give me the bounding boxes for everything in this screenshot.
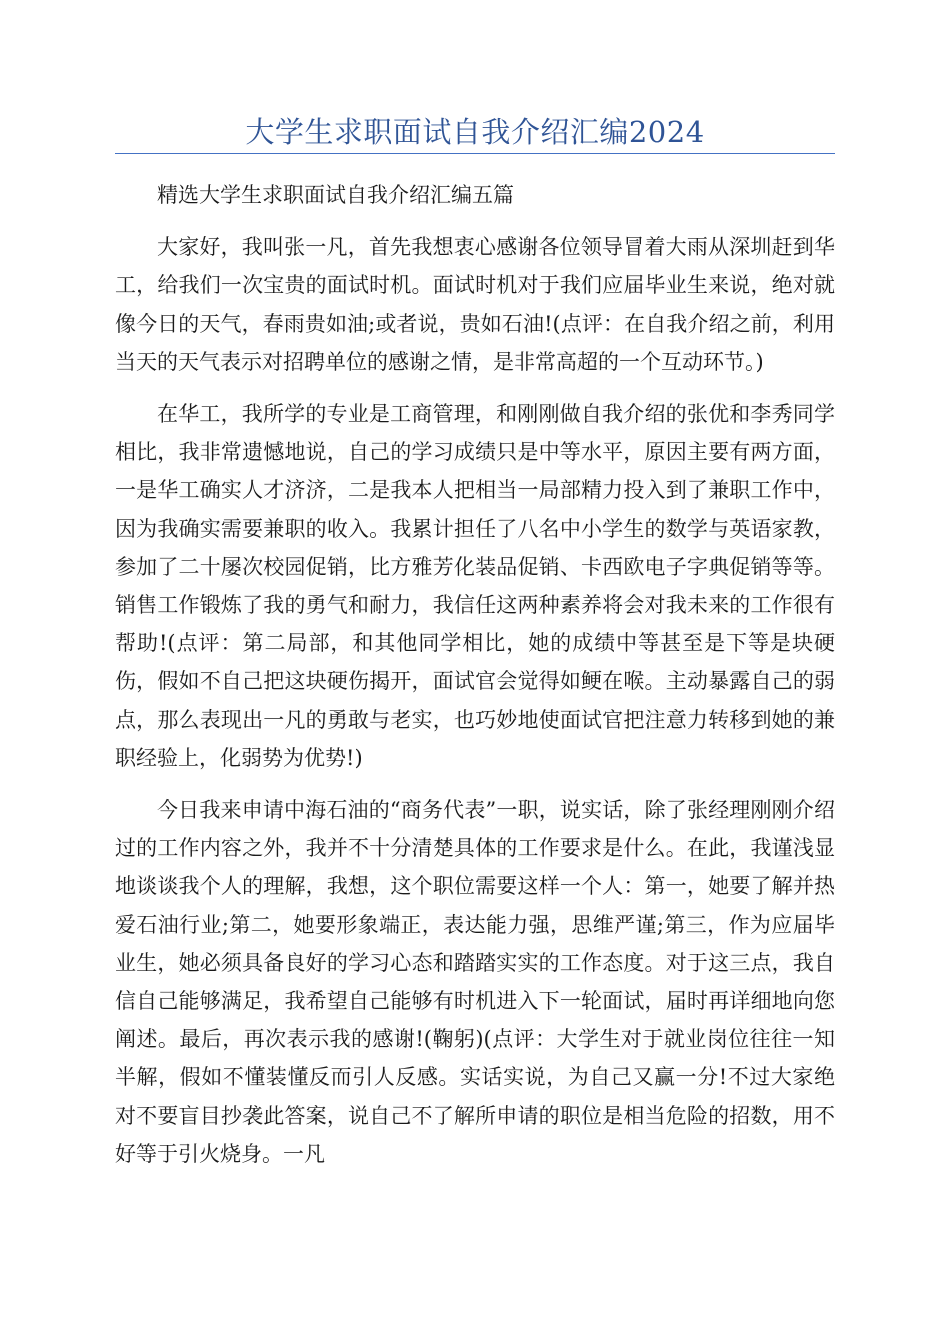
body-paragraph: 在华工，我所学的专业是工商管理，和刚刚做自我介绍的张优和李秀同学相比，我非常遗憾地说，自己的学习成绩只是中等水平，原因主要有两方面，一是华工确实人才济济，二是我本人把相当一局部精力投入到了兼职工作中，因为我确实需要兼职的收入。我累计担任了八名中小学生的数学与英语家教，参加了二十屡次校园促销，比方雅芳化装品促销、卡西欧电子字典促销等等。销售工作锻炼了我的勇气和耐力，我信任这两种素养将会对我未来的工作很有帮助!(点评：第二局部，和其他同学相比，她的成绩中等甚至是下等是块硬伤，假如不自己把这块硬伤揭开，面试官会觉得如鲠在喉。主动暴露自己的弱点，那么表现出一凡的勇敢与老实，也巧妙地使面试官把注意力转移到她的兼职经验上，化弱势为优势!) [115, 402, 835, 770]
body-paragraph: 大家好，我叫张一凡，首先我想衷心感谢各位领导冒着大雨从深圳赶到华工，给我们一次宝贵的面试时机。面试时机对于我们应届毕业生来说，绝对就像今日的天气，春雨贵如油;或者说，贵如石油!(点评：在自我介绍之前，利用当天的天气表示对招聘单位的感谢之情，是非常高超的一个互动环节。) [115, 235, 835, 374]
subtitle-paragraph: 精选大学生求职面试自我介绍汇编五篇 [157, 183, 514, 207]
title-underline [115, 153, 835, 154]
document-body [115, 176, 835, 1187]
document-title: 大学生求职面试自我介绍汇编2024 [245, 115, 705, 149]
body-paragraph: 今日我来申请中海石油的“商务代表”一职，说实话，除了张经理刚刚介绍过的工作内容之外，我并不十分清楚具体的工作要求是什么。在此，我谨浅显地谈谈我个人的理解，我想，这个职位需要这样一个人：第一，她要了解并热爱石油行业;第二，她要形象端正，表达能力强，思维严谨;第三，作为应届毕业生，她必须具备良好的学习心态和踏踏实实的工作态度。对于这三点，我自信自己能够满足，我希望自己能够有时机进入下一轮面试，届时再详细地向您阐述。最后，再次表示我的感谢!(鞠躬)(点评：大学生对于就业岗位往往一知半解，假如不懂装懂反而引人反感。实话实说，为自己又赢一分!不过大家绝对不要盲目抄袭此答案，说自己不了解所申请的职位是相当危险的招数，用不好等于引火烧身。一凡 [115, 798, 835, 1166]
